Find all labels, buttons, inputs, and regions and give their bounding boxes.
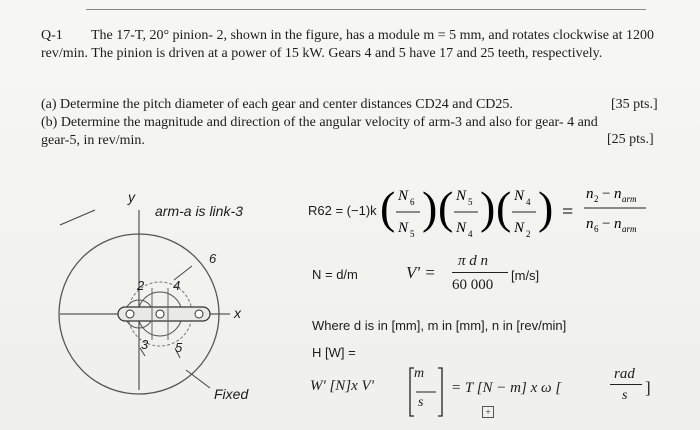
ratio-lhs: R62 = (−1)k — [308, 203, 377, 218]
svg-text:(: ( — [380, 182, 396, 233]
svg-text:4: 4 — [526, 197, 531, 207]
svg-text:N: N — [514, 220, 525, 236]
question-number: Q-1 — [41, 28, 63, 43]
w-line-right: ] — [645, 378, 651, 397]
v-unit: [m/s] — [511, 268, 540, 283]
y-axis-label: y — [128, 189, 135, 205]
v-lhs: V' = — [406, 263, 436, 282]
leader-fixed — [186, 370, 210, 388]
m-over-s-bracket — [406, 364, 446, 424]
svg-text:=: = — [562, 201, 574, 223]
svg-text:−: − — [602, 186, 611, 202]
svg-text:(: ( — [496, 182, 512, 233]
gear-3-label: 3 — [141, 337, 149, 352]
v-denominator: 60 000 — [452, 277, 494, 293]
fixed-label: Fixed — [214, 386, 249, 402]
svg-text:2: 2 — [526, 229, 531, 239]
ratio-formula — [380, 176, 670, 248]
s-denominator-1: s — [418, 395, 424, 410]
pivot-1 — [126, 310, 134, 318]
gear-4-label: 4 — [173, 278, 181, 293]
v-fraction-bar — [452, 272, 508, 273]
question-body: The 17-T, 20° pinion- 2, shown in the figure, has a module m = 5 mm, and rotates clockwise at 1200 rev/min. The pinion is driven at a power of 15 kW. Gears 4 and 5 have 17 and 25 teeth, respectively. — [41, 28, 655, 61]
svg-text:): ) — [480, 182, 496, 233]
svg-text:arm: arm — [622, 194, 637, 204]
svg-text:2: 2 — [594, 194, 599, 204]
gear-5-label: 5 — [175, 340, 183, 355]
arm-label: arm-a is link-3 — [155, 203, 243, 219]
svg-text:n: n — [586, 186, 594, 202]
svg-text:5: 5 — [468, 197, 473, 207]
where-line: Where d is in [mm], m in [mm], n in [rev/min] — [312, 318, 567, 333]
part-b — [41, 114, 601, 150]
top-rule — [86, 9, 646, 10]
part-a-text: (a) Determine the pitch diameter of each gear and center distances CD24 and CD25. — [41, 97, 513, 112]
part-b-text: (b) Determine the magnitude and direction of the angular velocity of arm-3 and also for gear- 4 and gear-5, in rev/min. — [41, 115, 598, 148]
n-definition: N = d/m — [312, 267, 358, 282]
part-a-points: [35 pts.] — [611, 97, 658, 112]
m-numerator: m — [414, 366, 425, 381]
w-line-left: W' [N]x V' — [310, 378, 374, 394]
v-numerator: π d n — [458, 253, 489, 269]
svg-text:6: 6 — [594, 224, 599, 234]
pivot-2 — [156, 310, 164, 318]
svg-text:arm: arm — [622, 224, 637, 234]
question-text — [41, 27, 661, 63]
gear-2-label: 2 — [137, 278, 145, 293]
gear-train-figure — [0, 170, 300, 430]
svg-text:n: n — [614, 216, 622, 232]
svg-text:n: n — [614, 186, 622, 202]
svg-text:N: N — [514, 188, 525, 204]
svg-text:−: − — [602, 216, 611, 232]
s-denominator-2: s — [622, 388, 628, 403]
part-b-points: [25 pts.] — [607, 132, 654, 147]
part-a — [41, 96, 661, 114]
gear-6-label: 6 — [209, 251, 217, 266]
svg-text:N: N — [456, 188, 467, 204]
leader-arm — [60, 210, 95, 225]
svg-text:6: 6 — [410, 197, 415, 207]
svg-text:n: n — [586, 216, 594, 232]
svg-text:(: ( — [438, 182, 454, 233]
svg-text:): ) — [422, 182, 438, 233]
svg-text:N: N — [456, 220, 467, 236]
x-axis-label: x — [234, 305, 241, 321]
w-line-mid: = T [N − m] x ω [ — [451, 380, 562, 396]
move-handle-icon[interactable]: + — [482, 406, 494, 418]
pivot-3 — [195, 310, 203, 318]
svg-text:N: N — [398, 188, 409, 204]
svg-text:4: 4 — [468, 229, 473, 239]
h-line: H [W] = — [312, 345, 356, 360]
svg-text:5: 5 — [410, 229, 415, 239]
svg-text:N: N — [398, 220, 409, 236]
rad-fraction-bar — [610, 384, 642, 385]
rad-numerator: rad — [614, 366, 635, 382]
svg-text:): ) — [538, 182, 554, 233]
